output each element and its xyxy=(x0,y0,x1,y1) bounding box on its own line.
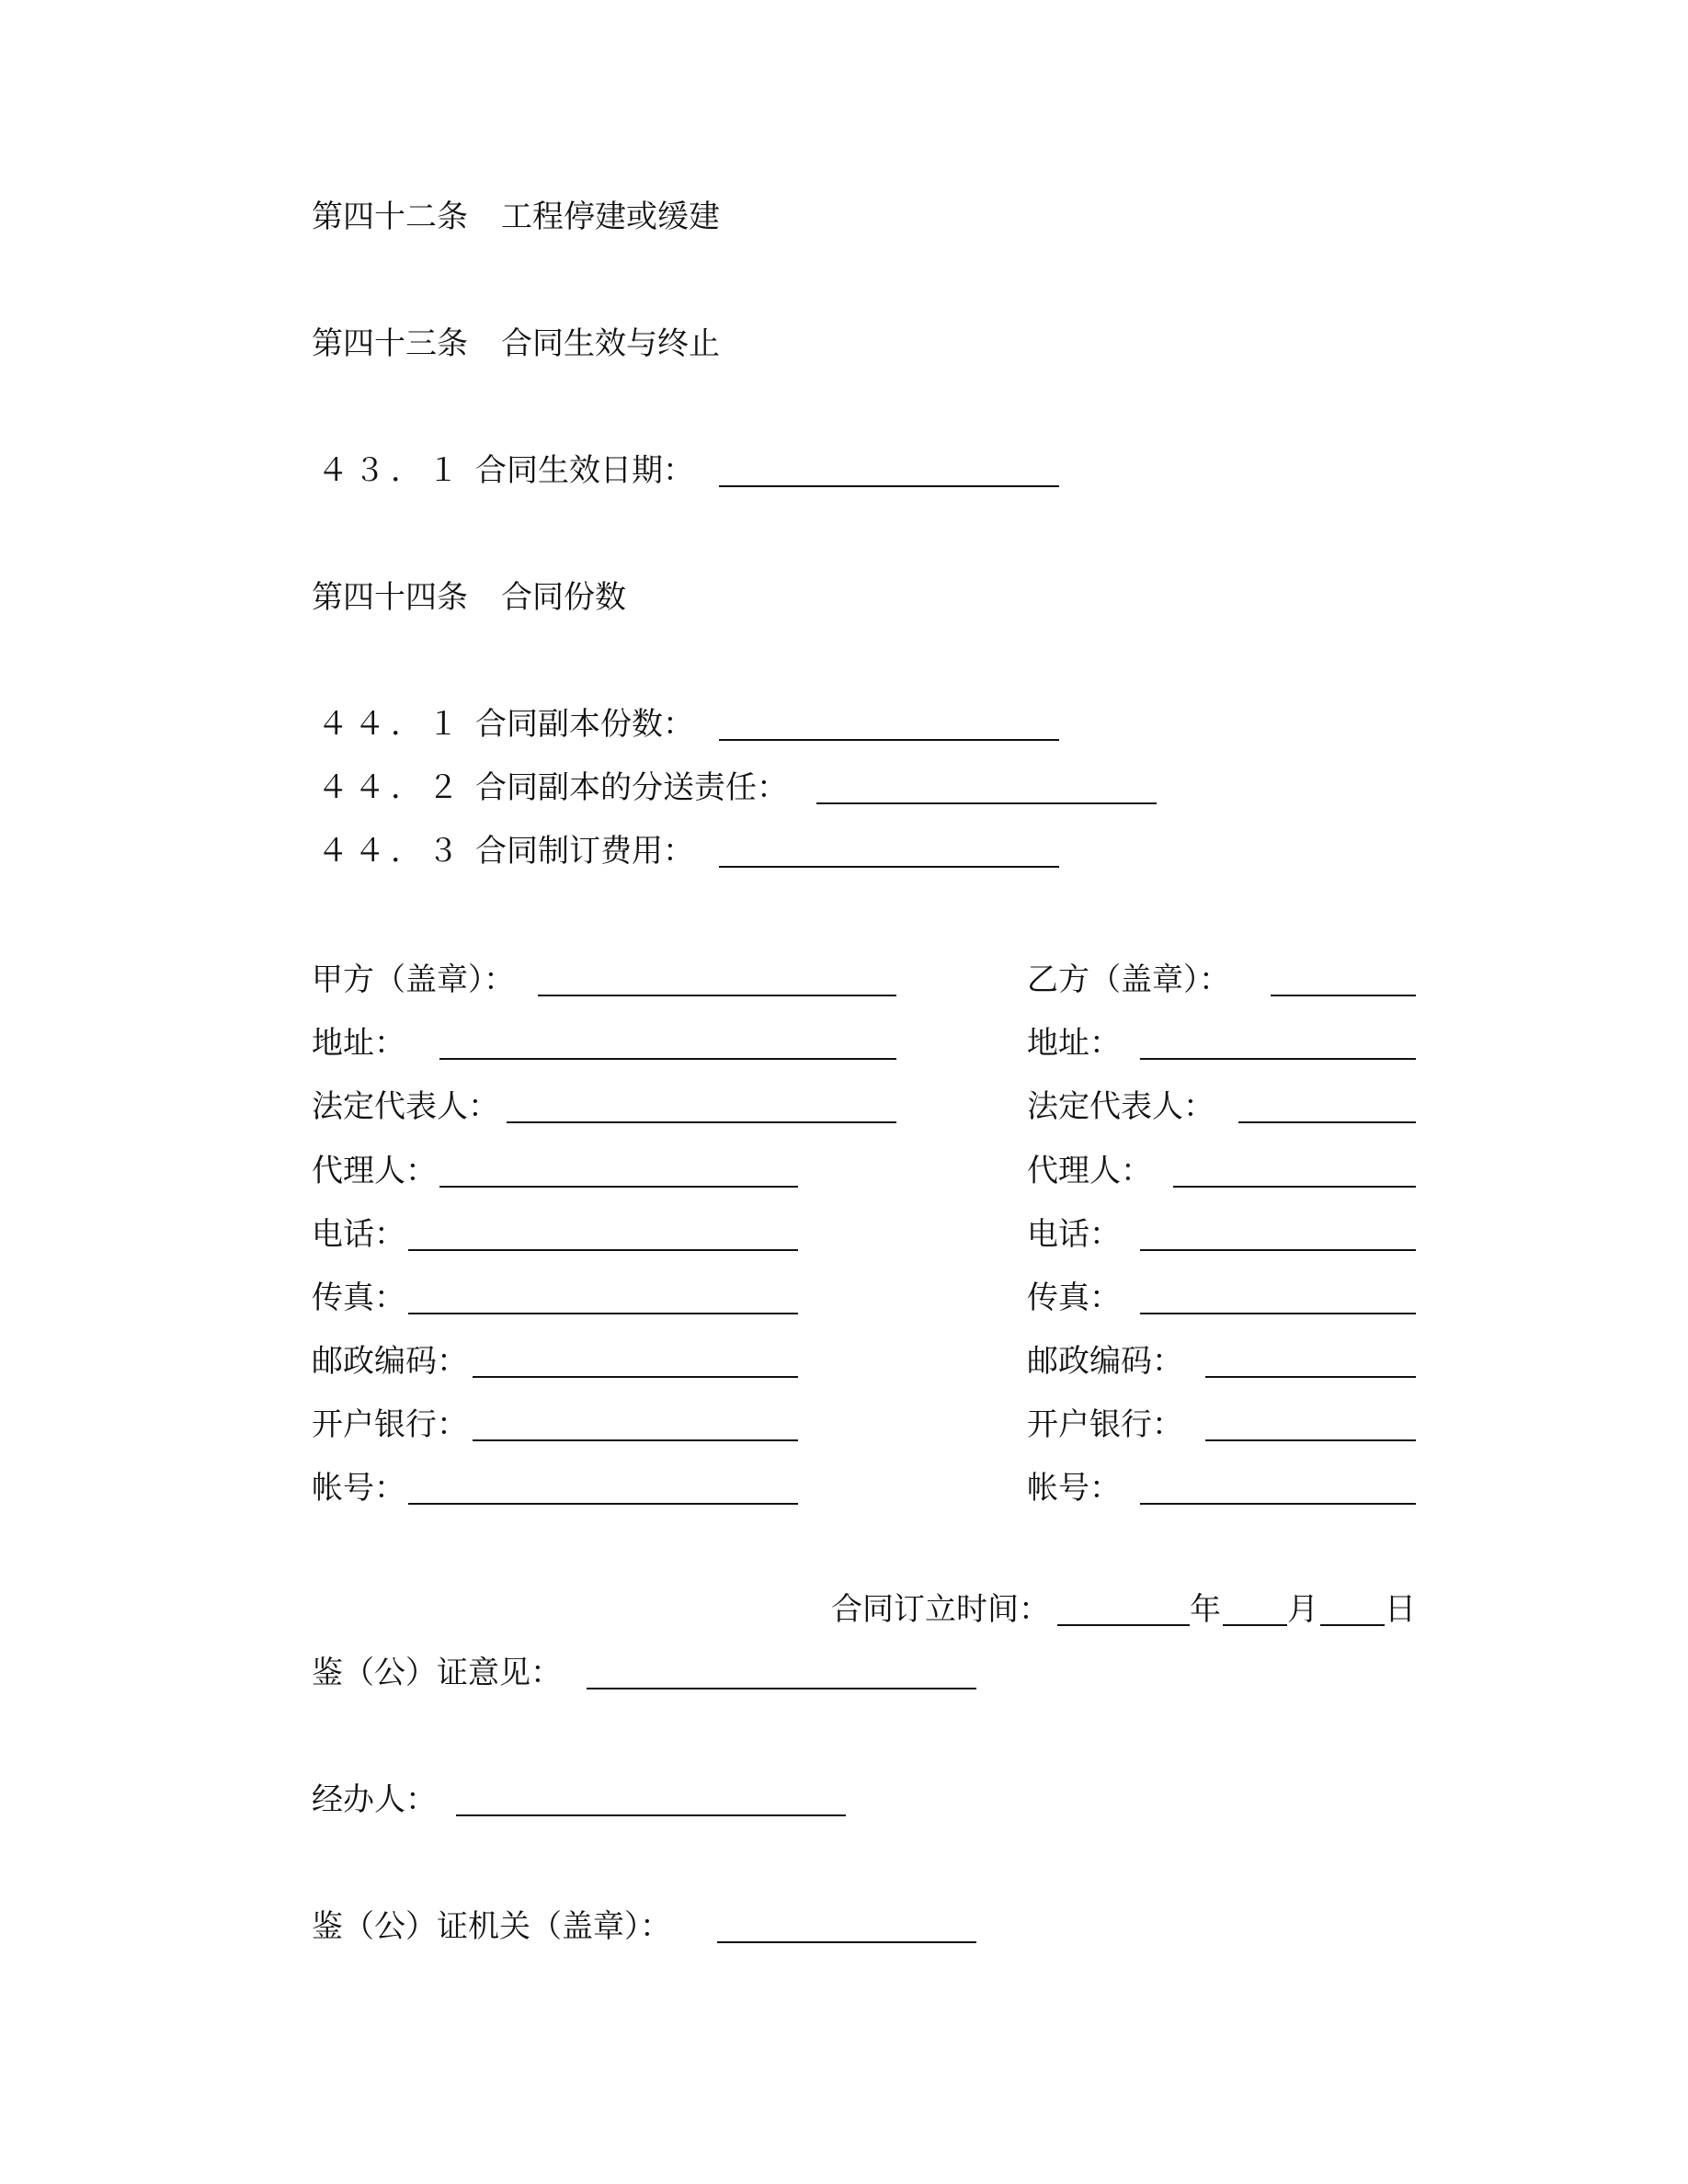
article-42-title: 工程停建或缓建 xyxy=(501,199,720,235)
party-b-phone-field[interactable] xyxy=(1140,1249,1416,1251)
party-b-bank-label: 开户银行： xyxy=(1027,1406,1183,1443)
copies-count-field[interactable] xyxy=(719,739,1059,741)
party-a-phone-label: 电话： xyxy=(312,1216,405,1253)
party-b-rep-field[interactable] xyxy=(1238,1121,1416,1123)
article-43-number: 第四十三条 xyxy=(312,325,468,362)
signing-month-unit: 月 xyxy=(1287,1591,1318,1628)
party-b-address-label: 地址： xyxy=(1027,1025,1121,1062)
party-b-address-field[interactable] xyxy=(1140,1058,1416,1060)
party-a-fax-field[interactable] xyxy=(408,1313,798,1314)
notary-office-field[interactable] xyxy=(717,1941,976,1943)
party-a-agent-field[interactable] xyxy=(439,1186,798,1188)
party-a-bank-field[interactable] xyxy=(473,1439,798,1441)
party-b-agent-label: 代理人： xyxy=(1027,1153,1152,1189)
copies-distribution-field[interactable] xyxy=(816,802,1157,804)
drafting-fee-field[interactable] xyxy=(719,866,1059,868)
handler-field[interactable] xyxy=(456,1814,846,1816)
handler-label: 经办人： xyxy=(312,1781,437,1818)
party-b-account-field[interactable] xyxy=(1140,1503,1416,1505)
clause-44-3-label: 合同制订费用： xyxy=(475,833,694,870)
article-42-heading xyxy=(312,197,720,237)
article-44-heading xyxy=(312,577,626,618)
article-44-number: 第四十四条 xyxy=(312,579,468,616)
party-b-seal-field[interactable] xyxy=(1271,995,1416,996)
party-a-bank-label: 开户银行： xyxy=(312,1406,468,1443)
party-a-rep-label: 法定代表人： xyxy=(312,1088,499,1125)
notary-office-label: 鉴（公）证机关（盖章）： xyxy=(312,1908,671,1945)
party-b-postcode-field[interactable] xyxy=(1205,1376,1416,1378)
party-b-fax-field[interactable] xyxy=(1140,1313,1416,1314)
article-44-title: 合同份数 xyxy=(501,579,626,616)
clause-43-1 xyxy=(317,450,694,491)
signing-day-unit: 日 xyxy=(1385,1591,1416,1628)
clause-44-2 xyxy=(317,768,788,808)
article-43-title: 合同生效与终止 xyxy=(501,325,720,362)
signing-year-field[interactable] xyxy=(1057,1624,1190,1626)
party-b-agent-field[interactable] xyxy=(1173,1186,1416,1188)
party-a-address-field[interactable] xyxy=(439,1058,896,1060)
party-a-postcode-label: 邮政编码： xyxy=(312,1343,468,1380)
party-a-fax-label: 传真： xyxy=(312,1280,405,1316)
article-43-heading xyxy=(312,324,720,364)
signing-month-field[interactable] xyxy=(1223,1624,1287,1626)
party-a-phone-field[interactable] xyxy=(408,1249,798,1251)
clause-43-1-number: ４３．１ xyxy=(317,452,464,489)
party-a-account-label: 帐号： xyxy=(312,1470,405,1507)
party-b-rep-label: 法定代表人： xyxy=(1027,1088,1215,1125)
party-a-seal-field[interactable] xyxy=(538,995,896,996)
clause-44-2-number: ４４．２ xyxy=(317,769,464,806)
signing-day-field[interactable] xyxy=(1320,1624,1385,1626)
signing-year-unit: 年 xyxy=(1190,1591,1221,1628)
party-b-seal-label: 乙方（盖章）： xyxy=(1027,961,1230,998)
party-a-address-label: 地址： xyxy=(312,1025,405,1062)
party-b-account-label: 帐号： xyxy=(1027,1470,1121,1507)
notary-opinion-field[interactable] xyxy=(587,1688,976,1689)
notary-opinion-label: 鉴（公）证意见： xyxy=(312,1655,562,1691)
clause-43-1-label: 合同生效日期： xyxy=(475,452,694,489)
party-b-phone-label: 电话： xyxy=(1027,1216,1121,1253)
clause-44-1-number: ４４．１ xyxy=(317,706,464,743)
party-a-rep-field[interactable] xyxy=(507,1121,896,1123)
party-a-seal-label: 甲方（盖章）： xyxy=(312,961,515,998)
effective-date-field[interactable] xyxy=(719,485,1059,487)
party-a-agent-label: 代理人： xyxy=(312,1153,437,1189)
clause-44-1-label: 合同副本份数： xyxy=(475,706,694,743)
article-42-number: 第四十二条 xyxy=(312,199,468,235)
clause-44-2-label: 合同副本的分送责任： xyxy=(475,769,788,806)
party-a-postcode-field[interactable] xyxy=(473,1376,798,1378)
clause-44-3-number: ４４．３ xyxy=(317,833,464,870)
party-a-account-field[interactable] xyxy=(408,1503,798,1505)
party-b-fax-label: 传真： xyxy=(1027,1280,1121,1316)
clause-44-1 xyxy=(317,704,694,745)
signing-date-label: 合同订立时间： xyxy=(831,1591,1050,1628)
party-b-bank-field[interactable] xyxy=(1205,1439,1416,1441)
party-b-postcode-label: 邮政编码： xyxy=(1027,1343,1183,1380)
clause-44-3 xyxy=(317,831,694,871)
